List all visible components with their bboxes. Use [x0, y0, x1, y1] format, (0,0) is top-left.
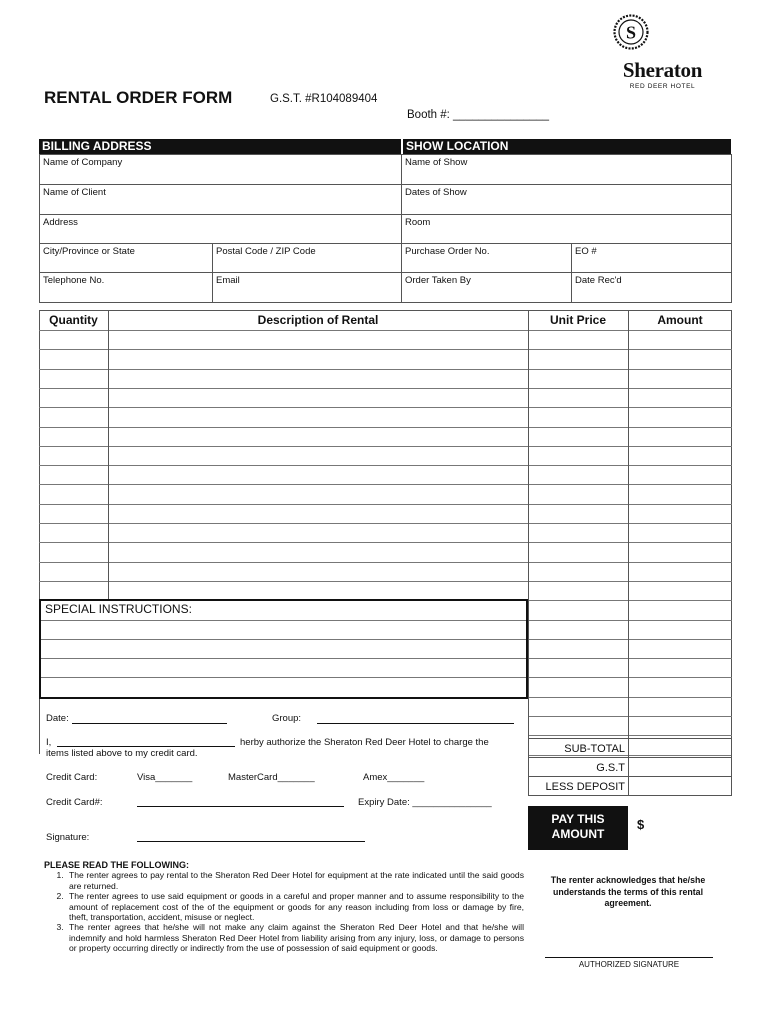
brand-name: Sheraton — [622, 58, 703, 82]
brand-subtitle: RED DEER HOTEL — [629, 83, 696, 90]
expiry-date-field[interactable]: Expiry Date: _______________ — [358, 797, 492, 808]
show-dates-field[interactable]: Dates of Show — [401, 184, 732, 215]
table-row-line — [528, 600, 732, 601]
gst-label: G.S.T — [528, 757, 629, 777]
gst-number: G.S.T. #R104089404 — [270, 93, 378, 105]
gst-value[interactable] — [628, 757, 732, 777]
address-field[interactable]: Address — [39, 214, 402, 244]
items-text: items listed above to my credit card. — [46, 748, 198, 759]
client-name-field[interactable]: Name of Client — [39, 184, 402, 215]
date-line[interactable] — [72, 723, 227, 724]
quantity-header: Quantity — [49, 313, 98, 327]
pay-this-amount-label — [528, 806, 628, 850]
mastercard-option[interactable]: MasterCard_______ — [228, 772, 315, 783]
pay-label-line2: AMOUNT — [551, 827, 605, 841]
show-name-field[interactable]: Name of Show — [401, 154, 732, 185]
logo-letter: S — [625, 22, 637, 43]
term-item: 3. The renter agrees that he/she will not make any claim against the Sheraton Red Deer Hotel and that he/she will indemnify and hold harmless Sheraton Red Deer Hotel from liability arising from any injury, loss, or damage to persons or property occurring directly or indirectly from the use of possession of said equipment or goods. — [66, 922, 524, 953]
group-label: Group: — [272, 713, 302, 724]
pay-amount-value[interactable]: $ — [637, 817, 645, 832]
group-line[interactable] — [317, 723, 514, 724]
table-row-line — [528, 735, 732, 736]
amount-header: Amount — [657, 313, 703, 327]
quantity-column-line — [108, 310, 109, 599]
visa-option[interactable]: Visa_______ — [137, 772, 193, 783]
table-row-line — [528, 677, 732, 678]
amount-column-line — [628, 310, 629, 754]
term-item: 1. The renter agrees to pay rental to the Sheraton Red Deer Hotel for equipment at the rate indicated until the said goods are returned. — [66, 870, 524, 891]
table-row-line — [528, 697, 732, 698]
authorize-text: herby authorize the Sheraton Red Deer Hotel to charge the — [240, 737, 489, 748]
purchase-order-field[interactable]: Purchase Order No. — [401, 243, 572, 273]
date-received-field[interactable]: Date Rec'd — [571, 272, 732, 303]
table-row-line — [528, 639, 732, 640]
order-taken-by-field[interactable]: Order Taken By — [401, 272, 572, 303]
eo-field[interactable]: EO # — [571, 243, 732, 273]
unit-price-header: Unit Price — [549, 313, 606, 327]
city-field[interactable]: City/Province or State — [39, 243, 213, 273]
name-line[interactable] — [57, 746, 235, 747]
sheraton-logo-icon — [613, 14, 649, 50]
postal-code-field[interactable]: Postal Code / ZIP Code — [212, 243, 402, 273]
less-deposit-label: LESS DEPOSIT — [528, 776, 629, 796]
special-instructions-label: SPECIAL INSTRUCTIONS: — [45, 602, 192, 616]
room-field[interactable]: Room — [401, 214, 732, 244]
subtotal-label: SUB-TOTAL — [528, 738, 629, 758]
signature-label: Signature: — [46, 832, 90, 843]
subtotal-value[interactable] — [628, 738, 732, 758]
terms-heading: PLEASE READ THE FOLLOWING: — [44, 860, 189, 870]
signature-line[interactable] — [137, 841, 365, 842]
card-number-label: Credit Card#: — [46, 797, 103, 808]
booth-field[interactable]: Booth #: _______________ — [407, 109, 549, 121]
term-item: 2. The renter agrees to use said equipment or goods in a careful and proper manner and to assume responsibility to the amount of replacement cost of the of the equipment or goods for any reason including from loss or damage by fire, theft, transportation, accident, misuse or neglect. — [66, 891, 524, 922]
table-row-line — [528, 716, 732, 717]
less-deposit-value[interactable] — [628, 776, 732, 796]
card-number-line[interactable] — [137, 806, 344, 807]
credit-card-label: Credit Card: — [46, 772, 98, 783]
email-field[interactable]: Email — [212, 272, 402, 303]
billing-address-header: BILLING ADDRESS — [39, 139, 401, 154]
show-location-header: SHOW LOCATION — [403, 139, 731, 154]
unit-price-column-line — [528, 310, 529, 754]
terms-section — [44, 860, 524, 954]
form-title: RENTAL ORDER FORM — [44, 88, 233, 107]
pay-label-line1: PAY THIS — [551, 812, 605, 826]
description-header: Description of Rental — [257, 313, 379, 327]
date-label: Date: — [46, 713, 69, 724]
amex-option[interactable]: Amex_______ — [363, 772, 425, 783]
table-row-line — [528, 658, 732, 659]
authorized-signature-line[interactable]: AUTHORIZED SIGNATURE — [545, 957, 713, 969]
telephone-field[interactable]: Telephone No. — [39, 272, 213, 303]
acknowledgement-text: The renter acknowledges that he/she understands the terms of this rental agreement. — [550, 875, 706, 908]
table-border-right — [731, 310, 732, 754]
table-row-line — [528, 620, 732, 621]
i-label: I, — [46, 737, 52, 748]
company-name-field[interactable]: Name of Company — [39, 154, 402, 185]
